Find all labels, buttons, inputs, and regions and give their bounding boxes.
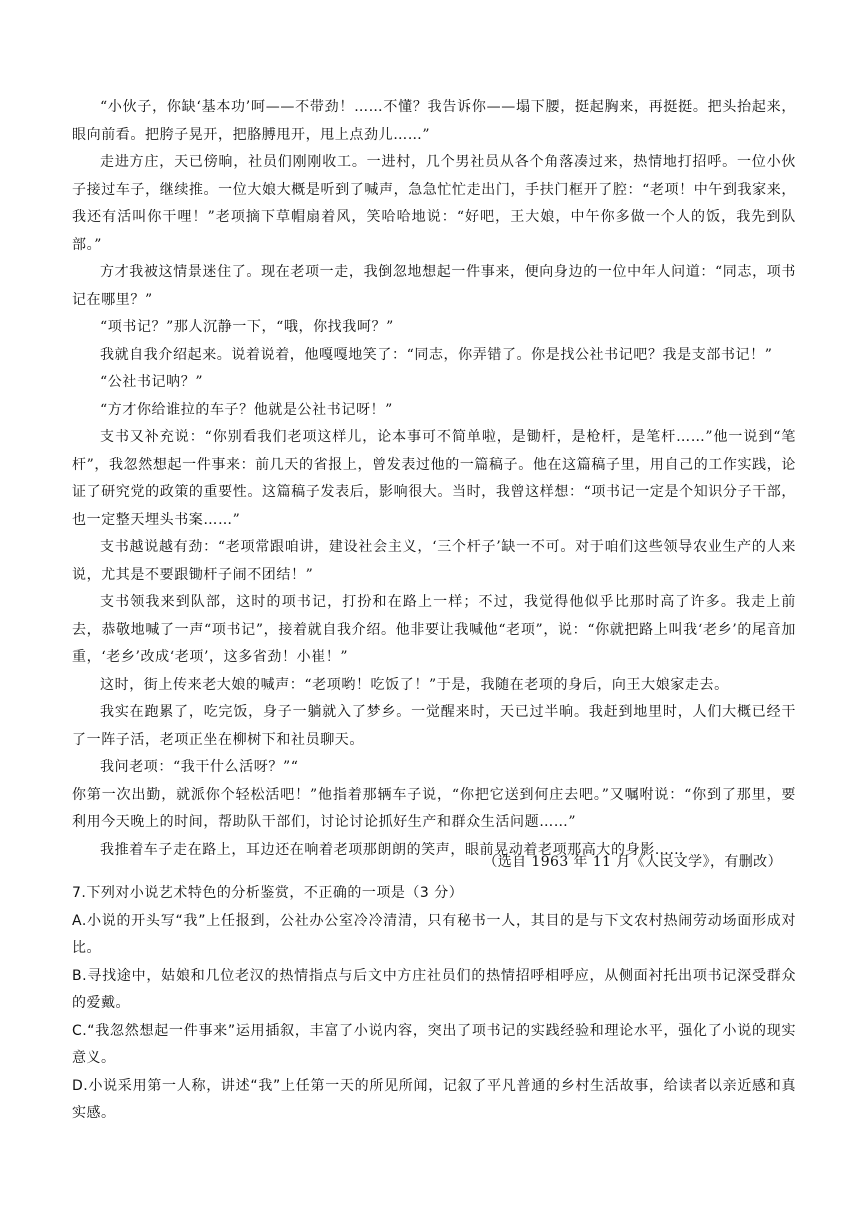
question-option-b: B.寻找途中，姑娘和几位老汉的热情指点与后文中方庄社员们的热情招呼相呼应，从侧面衬托出项书记深受群众的爱戴。: [72, 967, 796, 1011]
story-paragraph: 走进方庄，天已傍晌，社员们刚刚收工。一进村，几个男社员从各个角落凑过来，热情地打招呼。一位小伙子接过车子，继续推。一位大娘大概是听到了喊声，急急忙忙走出门，手扶门框开了腔：“老项！中午到我家来，我还有活叫你干哩！”老项摘下草帽扇着风，笑哈哈地说：“好吧，王大娘，中午你多做一个人的饭，我先到队部。”: [72, 154, 796, 253]
story-paragraph: 我就自我介绍起来。说着说着，他嘎嘎地笑了：“同志，你弄错了。你是找公社书记吧？我是支部书记！”: [100, 346, 773, 363]
source-citation: （选自 1963 年 11 月《人民文学》，有删改）: [483, 854, 782, 870]
story-paragraph: 支书越说越有劲：“老项常跟咱讲，建设社会主义，‘三个杆子’缺一不可。对于咱们这些领导农业生产的人来说，尤其是不要跟锄杆子闹不团结！”: [72, 539, 796, 583]
story-paragraph: 我问老项：“我干什么活呀？”“: [100, 759, 299, 775]
story-paragraph: 这时，街上传来老大娘的喊声：“老项哟！吃饭了！”于是，我随在老项的身后，向王大娘家走去。: [100, 676, 729, 693]
story-paragraph: 我实在跑累了，吃完饭，身子一躺就入了梦乡。一觉醒来时，天已过半晌。我赶到地里时，人们大概已经干了一阵子活，老项正坐在柳树下和社员聊天。: [72, 704, 796, 748]
story-paragraph: “项书记？”那人沉静一下，“哦，你找我呵？”: [100, 319, 394, 335]
question-option-a: A.小说的开头写“我”上任报到，公社办公室冷冷清清，只有秘书一人，其目的是与下文农村热闹劳动场面形成对比。: [72, 912, 796, 956]
story-paragraph: 支书领我来到队部，这时的项书记，打扮和在路上一样；不过，我觉得他似乎比那时高了许多。我走上前去，恭敬地喊了一声“项书记”，接着就自我介绍。他非要让我喊他“老项”，说：“你就把路上叫我‘老乡’的尾音加重，‘老乡’改成‘老项’，这多省劲！小崔！”: [72, 594, 796, 665]
story-paragraph: “小伙子，你缺‘基本功’呵——不带劲！……不懂？我告诉你——塌下腰，挺起胸来，再挺挺。把头抬起来，眼向前看。把胯子晃开，把胳膊甩开，甩上点劲儿……”: [72, 99, 796, 143]
story-paragraph: 支书又补充说：“你别看我们老项这样儿，论本事可不简单啦，是锄杆，是枪杆，是笔杆……”他一说到“笔杆”，我忽然想起一件事来：前几天的省报上，曾发表过他的一篇稿子。他在这篇稿子里，用自己的工作实践，论证了研究党的政策的重要性。这篇稿子发表后，影响很大。当时，我曾这样想：“项书记一定是个知识分子干部，也一定整天埋头书案……”: [72, 429, 796, 528]
story-paragraph: 方才我被这情景迷住了。现在老项一走，我倒忽地想起一件事来，便向身边的一位中年人问道：“同志，项书记在哪里？”: [72, 264, 796, 308]
question-option-d: D.小说采用第一人称，讲述“我”上任第一天的所见所闻，记叙了平凡普通的乡村生活故事，给读者以亲近感和真实感。: [72, 1077, 796, 1121]
question-7: [72, 880, 796, 1128]
story-excerpt: [72, 94, 796, 864]
question-stem: 7.下列对小说艺术特色的分析鉴赏，不正确的一项是（3 分）: [72, 885, 464, 901]
story-paragraph: 我推着车子走在路上，耳边还在响着老项那朗朗的笑声，眼前晃动着老项那高大的身影……: [100, 841, 684, 858]
story-paragraph: “公社书记呐？”: [100, 374, 204, 390]
story-paragraph: 你第一次出勤，就派你个轻松活吧！”他指着那辆车子说，“你把它送到何庄去吧。”又嘱咐说：“你到了那里，要利用今天晚上的时间，帮助队干部们，讨论讨论抓好生产和群众生活问题……”: [72, 786, 796, 830]
question-option-c: C.“我忽然想起一件事来”运用插叙，丰富了小说内容，突出了项书记的实践经验和理论水平，强化了小说的现实意义。: [72, 1022, 796, 1066]
story-paragraph: “方才你给谁拉的车子？他就是公社书记呀！”: [100, 401, 393, 418]
